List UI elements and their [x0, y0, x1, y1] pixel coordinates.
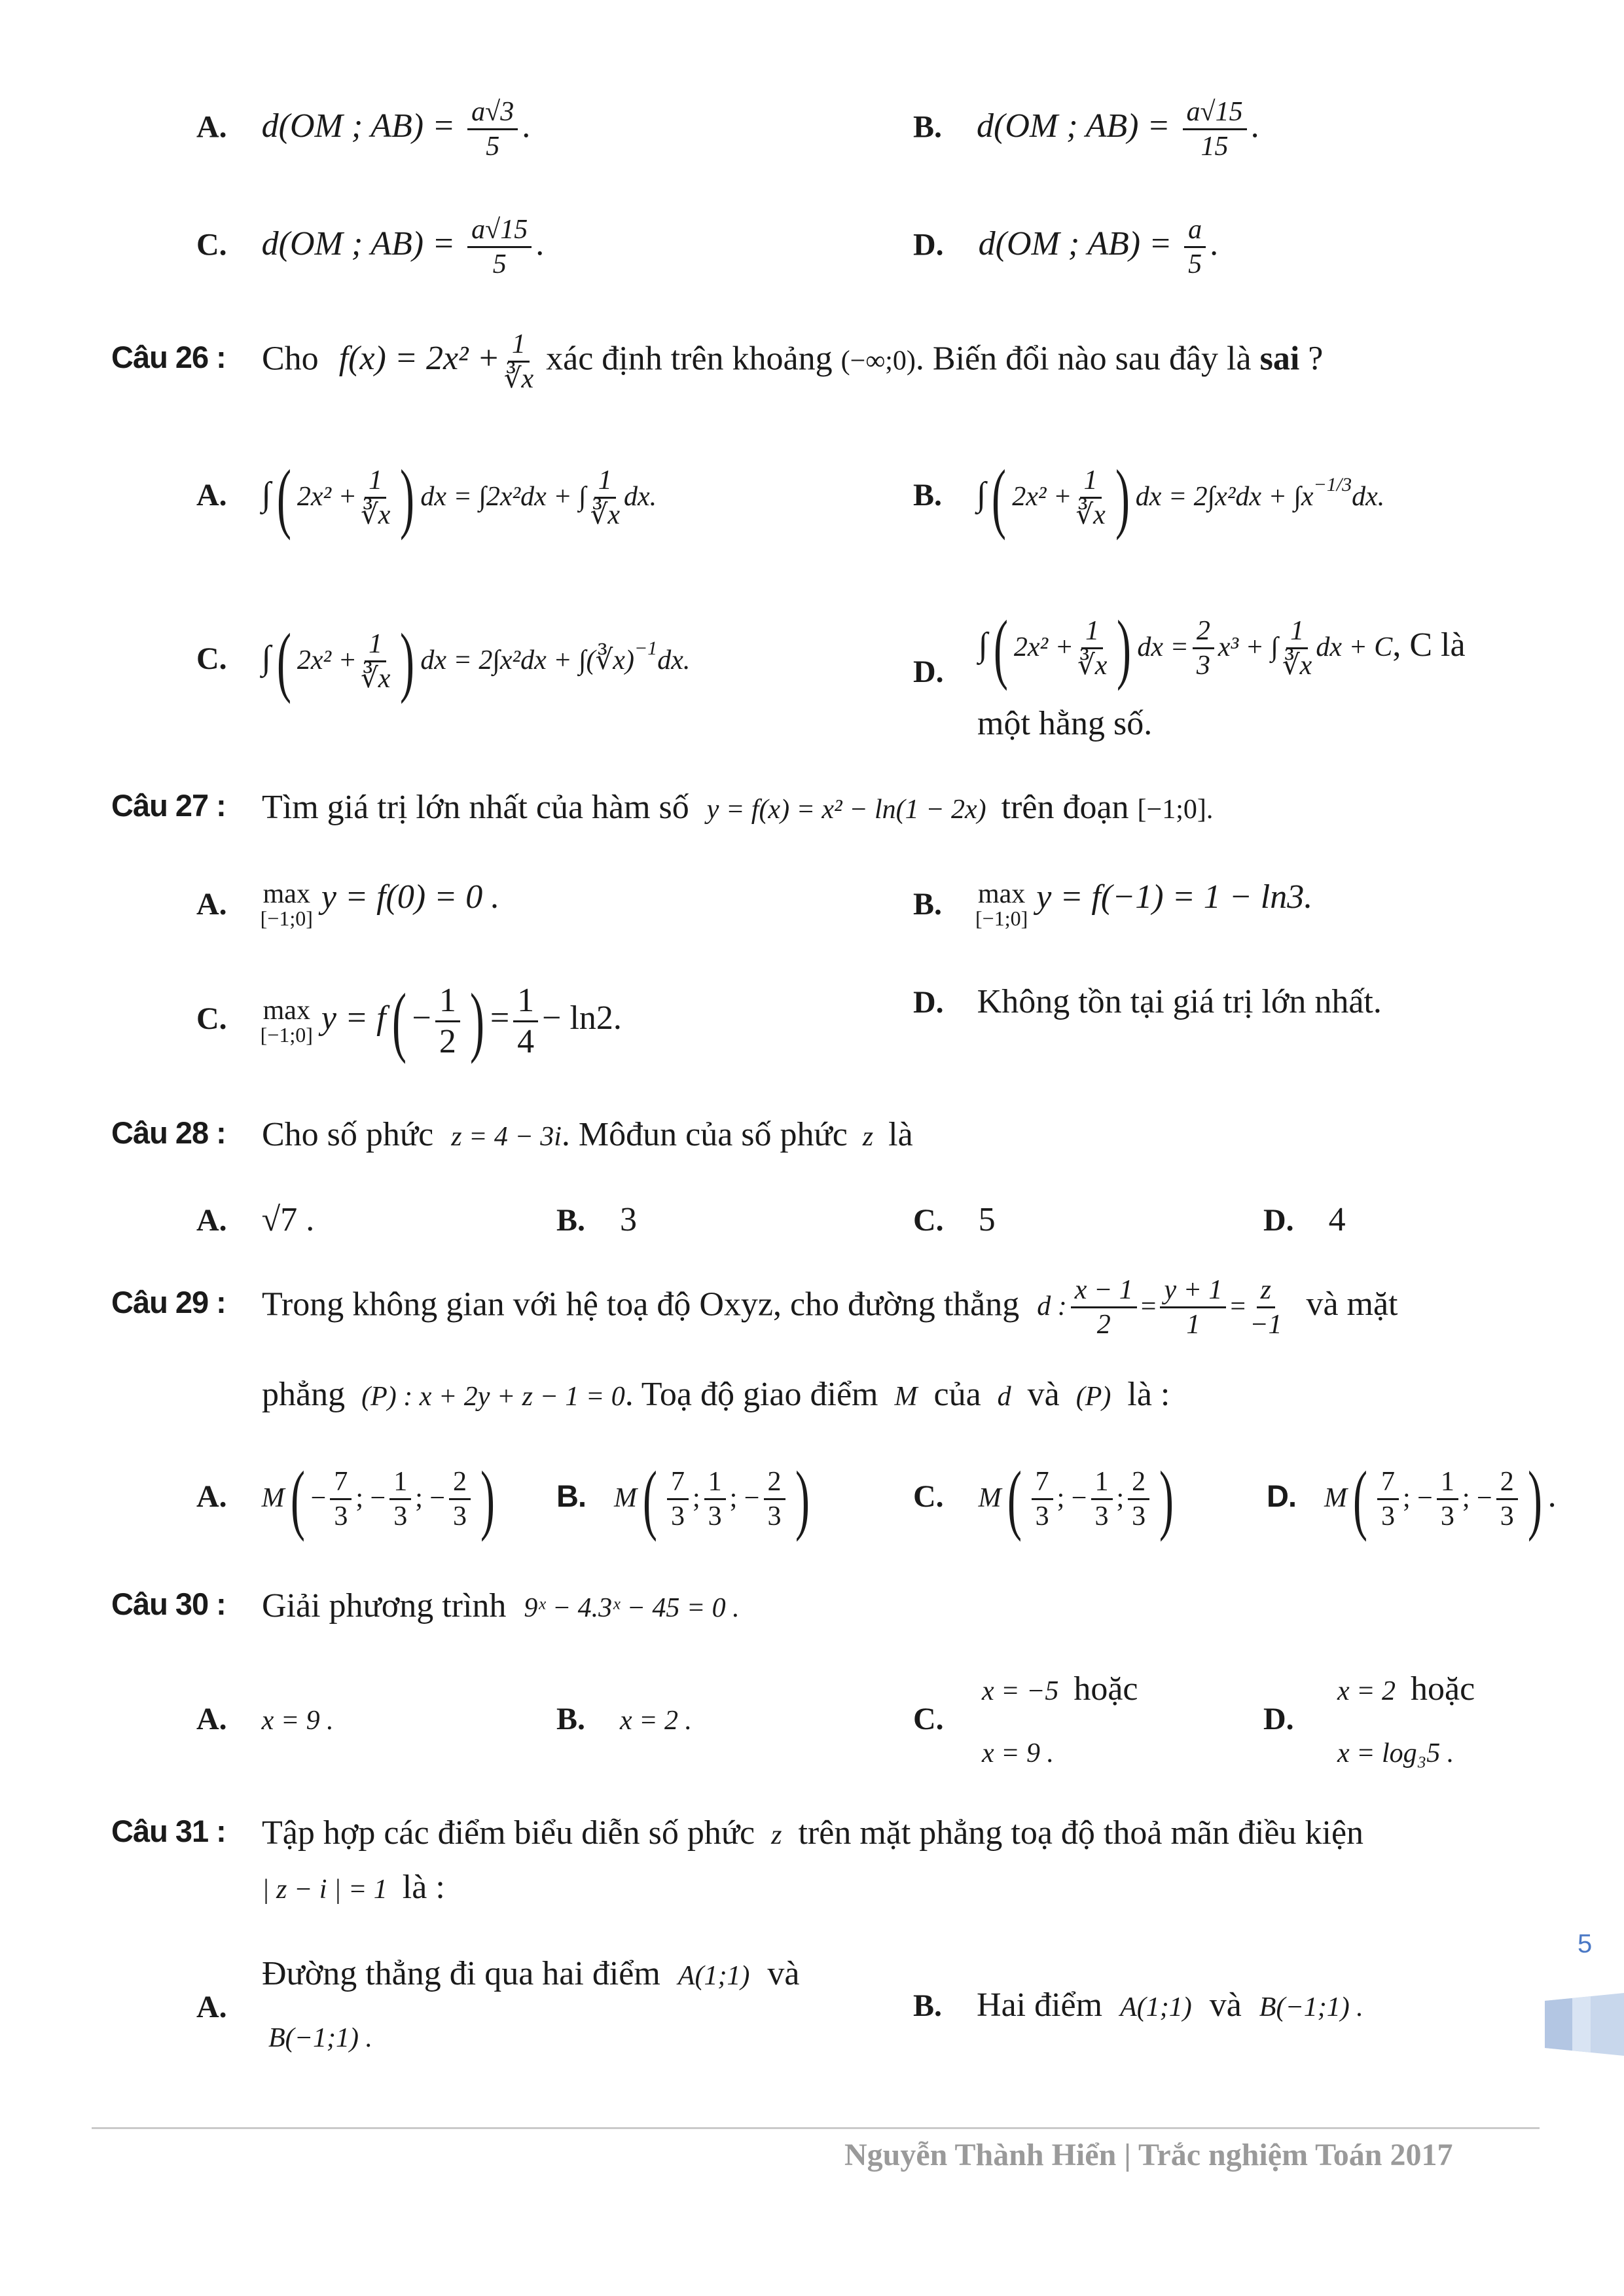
q25-option-b[interactable]: B. d(OM ; AB) = $\frac{a√15}{15}$ .: [913, 97, 1259, 162]
footer-text: Nguyễn Thành Hiển | Trắc nghiệm Toán 2017: [844, 2138, 1453, 2172]
question-label: Câu 30 :: [111, 1587, 226, 1621]
option-label: B.: [556, 1702, 586, 1736]
q29-option-b[interactable]: B. M( $\frac{7}{3}$ ; $\frac{1}{3}$ ; − $\frac{2}{3}$ ): [556, 1455, 810, 1542]
q26-option-d[interactable]: D. ∫( 2x² + $\frac{1}{∛x}$ ) dx = $\frac{2}{3}$ x³ + ∫ $\frac{1}{∛x}$ dx + C, C là: [913, 604, 1466, 691]
option-label: B.: [556, 1478, 586, 1513]
q26-option-d-continuation: một hằng số.: [977, 705, 1153, 742]
question-label: Câu 26 :: [111, 340, 226, 374]
q27-option-b[interactable]: B. max [−1;0] y = f(−1) = 1 − ln3.: [913, 878, 1313, 930]
q30-option-c[interactable]: [913, 1702, 944, 1736]
q29-stem-line2: phẳng (P) : x + 2y + z − 1 = 0. Toạ độ giao điểm M của d và (P) là :: [262, 1376, 1170, 1413]
option-label: A.: [196, 1479, 227, 1514]
q30-option-c-line1: x = −5 hoặc: [982, 1670, 1138, 1708]
q28-option-b[interactable]: B. 3: [556, 1201, 638, 1238]
option-label: A.: [196, 1702, 227, 1736]
option-label: C.: [196, 641, 227, 676]
question-label: Câu 28 :: [111, 1115, 226, 1150]
option-label: D.: [913, 654, 944, 689]
q25-option-d[interactable]: D. d(OM ; AB) = $\frac{a}{5}$ .: [913, 215, 1219, 279]
q31-option-b[interactable]: B. Hai điểm A(1;1) và B(−1;1) .: [913, 1986, 1363, 2024]
q25-option-c[interactable]: C. d(OM ; AB) = $\frac{a√15}{5}$ .: [196, 215, 545, 279]
q26-option-c[interactable]: C. ∫( 2x² + $\frac{1}{∛x}$ ) dx = 2∫x²dx + ∫(∛x)$^{-1}$dx.: [196, 617, 691, 704]
question-label: Câu 31 :: [111, 1814, 226, 1848]
q30-option-d[interactable]: [1263, 1702, 1294, 1736]
q30-option-a[interactable]: A. x = 9 .: [196, 1702, 334, 1736]
option-label: A.: [196, 887, 227, 922]
option-label: A.: [196, 1990, 227, 2024]
q29-option-d[interactable]: D. M( $\frac{7}{3}$ ; − $\frac{1}{3}$ ; − $\frac{2}{3}$ ) .: [1267, 1455, 1557, 1542]
q27-stem: Tìm giá trị lớn nhất của hàm số y = f(x) = x² − ln(1 − 2x) trên đoạn [−1;0].: [262, 789, 1214, 826]
q28-option-a[interactable]: A. √7 .: [196, 1201, 315, 1238]
page-corner-ribbon: [1545, 1993, 1624, 2056]
q31-option-a[interactable]: [196, 1990, 227, 2024]
q30-option-c-line2: x = 9 .: [982, 1738, 1054, 1768]
q30-stem: Giải phương trình 9ˣ − 4.3ˣ − 45 = 0 .: [262, 1587, 740, 1624]
q28-stem: Cho số phức z = 4 − 3i. Môđun của số phức z là: [262, 1116, 913, 1153]
option-label: C.: [196, 1001, 227, 1036]
question-label: Câu 29 :: [111, 1285, 226, 1319]
q31-stem-line2: | z − i | = 1 là :: [262, 1869, 445, 1906]
q29-option-a[interactable]: A. M( − $\frac{7}{3}$ ; − $\frac{1}{3}$ ; − $\frac{2}{3}$ ): [196, 1455, 496, 1542]
option-label: D.: [1267, 1478, 1296, 1513]
q29-stem-line1: Trong không gian với hệ toạ độ Oxyz, cho đường thẳng d : $\frac{x - 1}{2}$ = $\frac{y + 1}{1}$ = $\frac{z}{-1}$ và mặt: [262, 1275, 1398, 1340]
option-label: C.: [913, 1479, 944, 1514]
q28-option-d[interactable]: D. 4: [1263, 1201, 1346, 1238]
q31-stem-line1: Tập hợp các điểm biểu diễn số phức z trên mặt phẳng toạ độ thoả mãn điều kiện: [262, 1814, 1364, 1852]
option-label: A.: [196, 109, 227, 145]
q26-stem: Cho f(x) = 2x² + $\frac{1}{∛x}$ xác định trên khoảng (−∞;0). Biến đổi nào sau đây là sai ?: [262, 329, 1324, 394]
q25-option-a[interactable]: A. d(OM ; AB) = $\frac{a√3}{5}$ .: [196, 97, 531, 162]
option-label: C.: [913, 1702, 944, 1736]
option-label: D.: [913, 227, 944, 262]
option-label: D.: [1263, 1203, 1294, 1238]
q28-option-c[interactable]: C. 5: [913, 1201, 996, 1238]
option-label: D.: [1263, 1702, 1294, 1736]
option-label: B.: [913, 1988, 943, 2023]
q29-option-c[interactable]: C. M( $\frac{7}{3}$ ; − $\frac{1}{3}$ ; $\frac{2}{3}$ ): [913, 1455, 1174, 1542]
option-label: B.: [913, 477, 943, 512]
q31-option-a-line2: B(−1;1) .: [268, 2023, 372, 2053]
option-label: B.: [913, 887, 943, 922]
page-number: 5: [1578, 1929, 1593, 1958]
q30-option-b[interactable]: B. x = 2 .: [556, 1702, 692, 1736]
footer-divider: [92, 2127, 1540, 2129]
q27-option-a[interactable]: A. max [−1;0] y = f(0) = 0 .: [196, 878, 500, 930]
option-label: B.: [556, 1203, 586, 1238]
q26-option-b[interactable]: B. ∫( 2x² + $\frac{1}{∛x}$ ) dx = $2\int x^2dx + \int x^{-1/3}dx$.: [913, 454, 1385, 541]
option-label: A.: [196, 1203, 227, 1238]
q31-option-a-line1: Đường thẳng đi qua hai điểm A(1;1) và: [262, 1955, 800, 1992]
q30-option-d-line1: x = 2 hoặc: [1337, 1670, 1475, 1708]
q30-option-d-line2: x = log₃5 .: [1337, 1738, 1454, 1768]
question-label: Câu 27 :: [111, 788, 226, 823]
option-label: B.: [913, 109, 943, 145]
q26-option-a[interactable]: A. ∫( 2x² + $\frac{1}{∛x}$ ) dx = ∫2x²dx + ∫ $\frac{1}{∛x}$ dx.: [196, 454, 657, 541]
option-label: D.: [913, 985, 944, 1020]
option-label: C.: [913, 1203, 944, 1238]
q27-option-c[interactable]: C. max [−1;0] y = f( − $\frac{1}{2}$ ) = $\frac{1}{4}$ − ln2.: [196, 977, 622, 1064]
option-label: C.: [196, 227, 227, 262]
q27-option-d[interactable]: D. Không tồn tại giá trị lớn nhất.: [913, 983, 1382, 1020]
option-label: A.: [196, 477, 227, 512]
